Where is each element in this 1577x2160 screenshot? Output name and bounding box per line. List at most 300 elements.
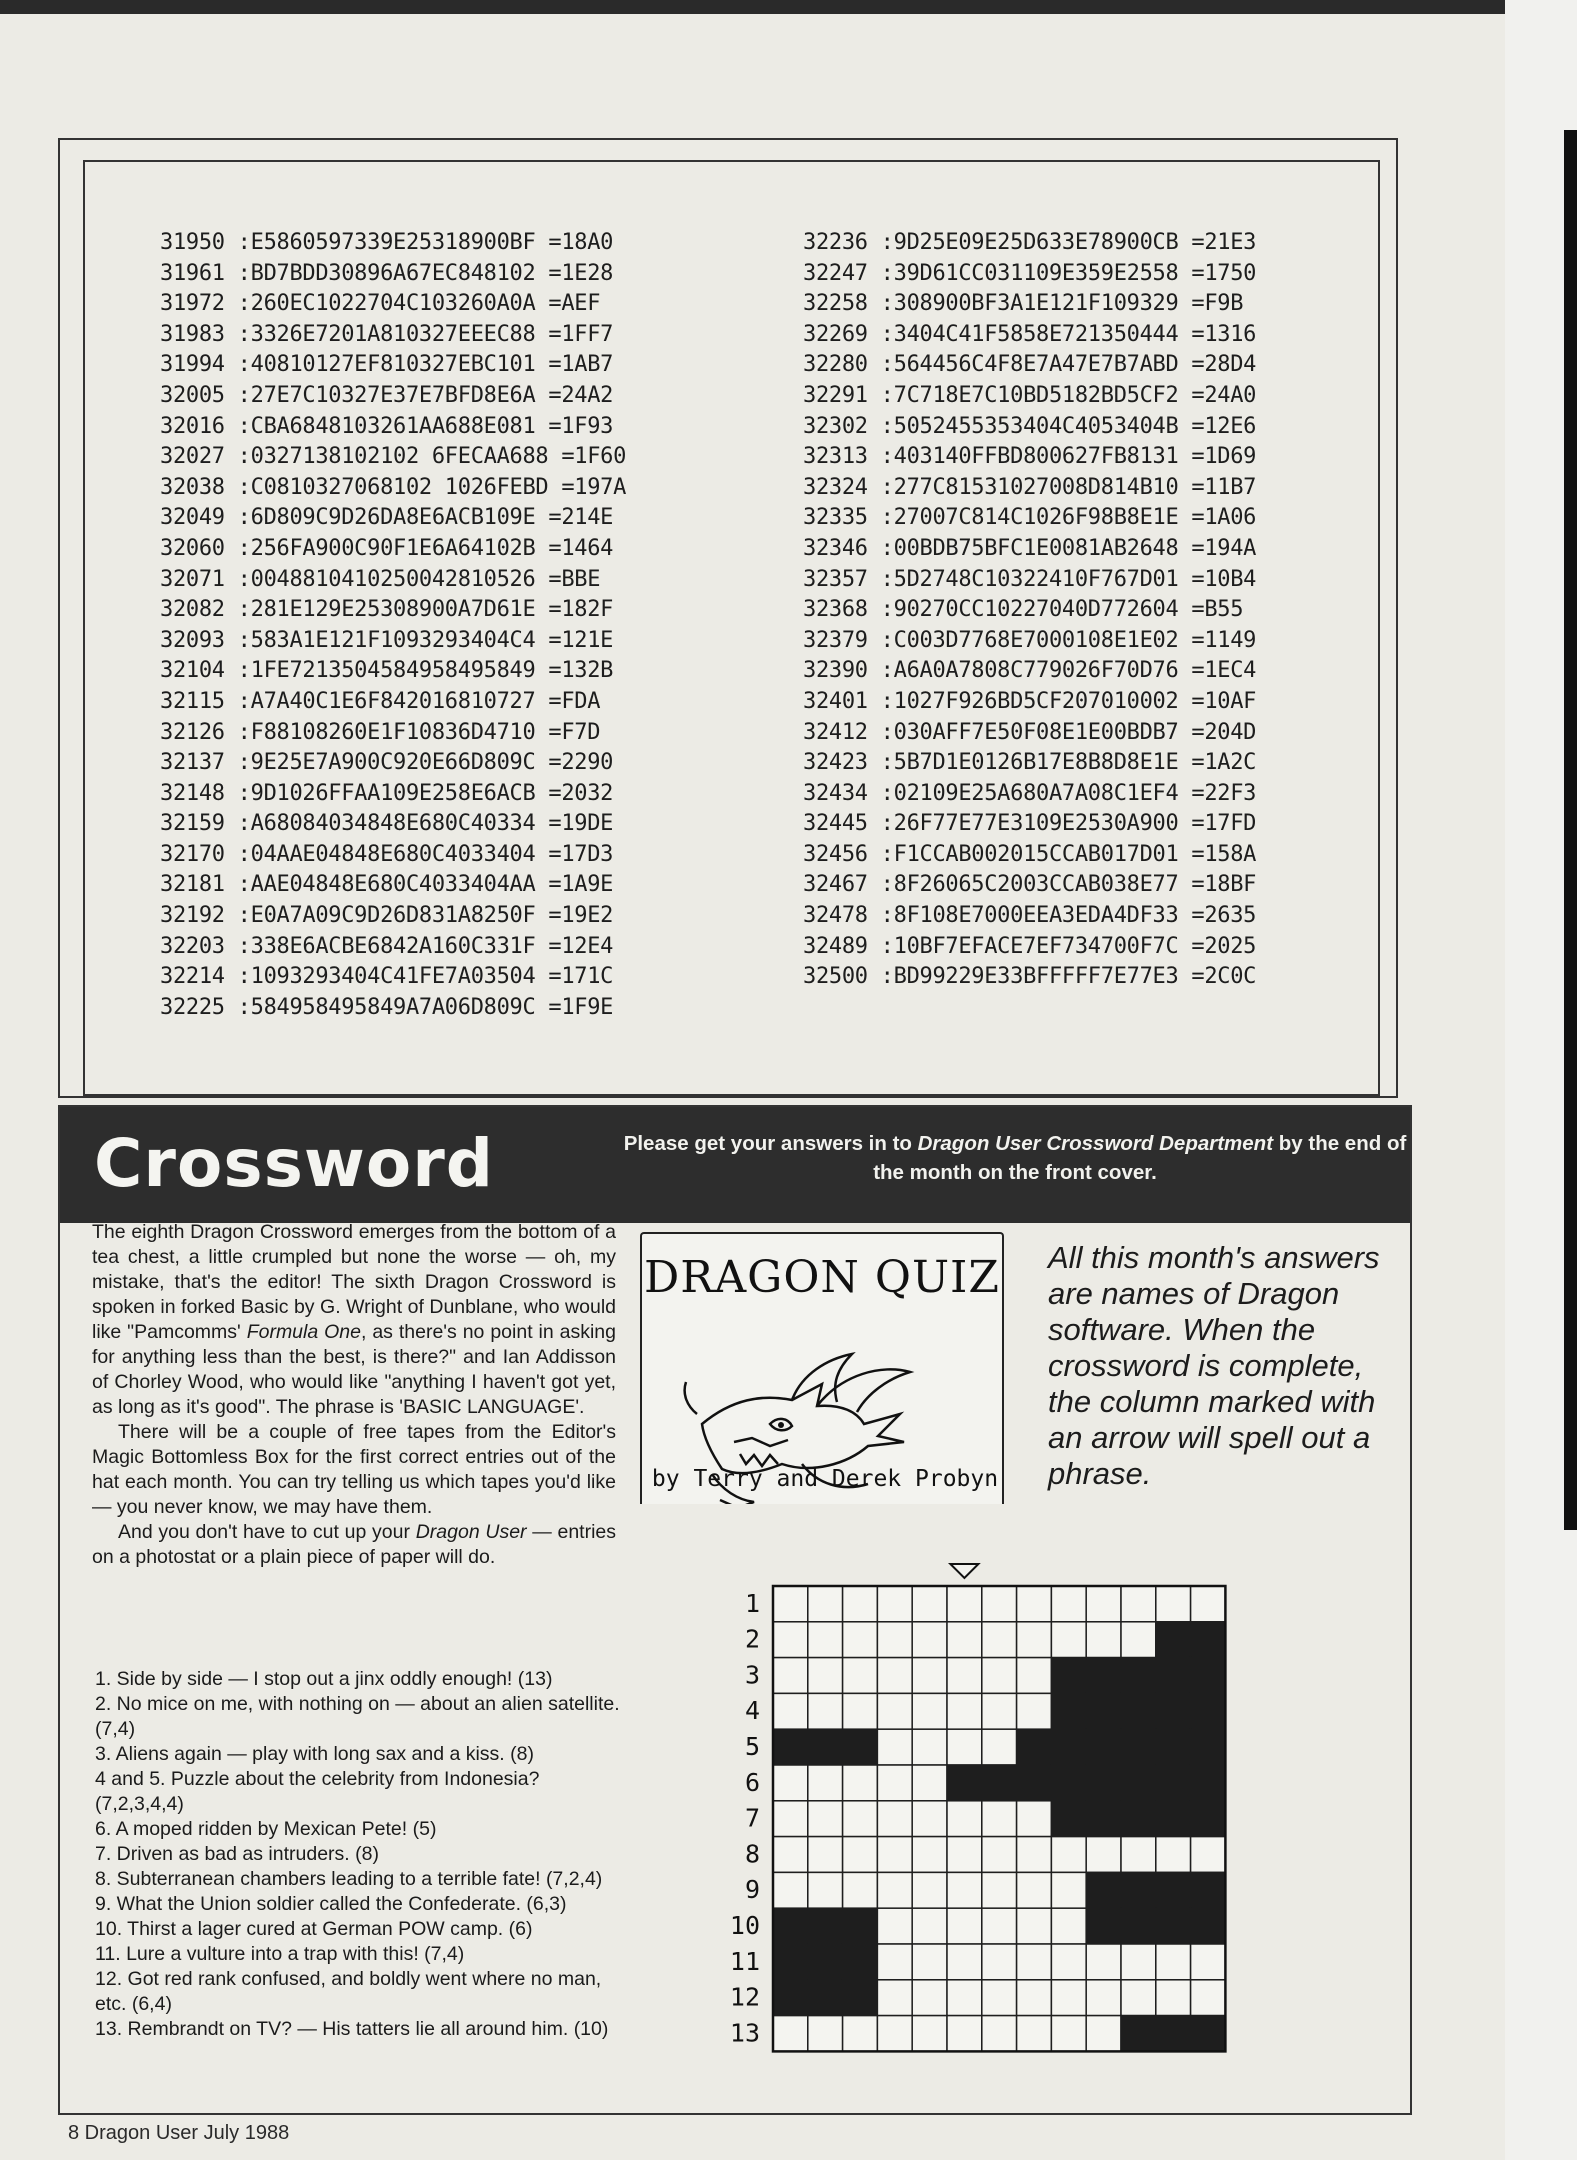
- hex-data: 90270CC10227040D772604: [893, 597, 1179, 623]
- hex-data: 281E129E25308900A7D61E: [250, 597, 536, 623]
- checksum: =BBE: [548, 566, 601, 592]
- grid-cell[interactable]: [1051, 1622, 1086, 1658]
- checksum: =28D4: [1191, 352, 1257, 378]
- hex-data: E0A7A09C9D26D831A8250F: [250, 903, 536, 929]
- grid-cell[interactable]: [1086, 1586, 1121, 1622]
- line-number: 32236: [803, 230, 868, 255]
- grid-cell[interactable]: [982, 1729, 1017, 1765]
- grid-cell[interactable]: [877, 1693, 912, 1729]
- grid-cell[interactable]: [1191, 1980, 1226, 2016]
- listing-line: 32093 :583A1E121F1093293404C4 =121E: [160, 627, 614, 653]
- grid-block: [843, 1908, 878, 1944]
- grid-block: [1121, 1801, 1156, 1837]
- hex-data: BD7BDD30896A67EC848102: [250, 260, 536, 286]
- listing-line: 31950 :E5860597339E25318900BF =18A0: [160, 230, 614, 255]
- line-number: 32489: [803, 933, 868, 959]
- checksum: =1A2C: [1191, 750, 1257, 776]
- grid-cell[interactable]: [982, 1622, 1017, 1658]
- line-number: 32104: [160, 658, 225, 684]
- checksum: =1D69: [1191, 444, 1257, 470]
- grid-cell[interactable]: [773, 1801, 808, 1837]
- line-number: 31950: [160, 230, 225, 255]
- intro-text: [92, 1220, 616, 1570]
- grid-block: [1156, 1872, 1191, 1908]
- line-number: 32027: [160, 444, 225, 470]
- checksum: =24A2: [548, 382, 614, 408]
- intro-paragraph: There will be a couple of free tapes from the Editor's Magic Bottomless Box for the first correct entries out of the hat each month. You can try telling us which tapes you'd like — you never know, we may have them.: [92, 1421, 616, 1518]
- listing-line: 32368 :90270CC10227040D772604 =B55: [803, 597, 1244, 623]
- hex-data: C0810327068102 1026FEBD: [250, 474, 549, 500]
- checksum: =1464: [548, 535, 614, 561]
- checksum: =FDA: [548, 688, 601, 714]
- grid-cell[interactable]: [773, 1872, 808, 1908]
- grid-cell[interactable]: [843, 1837, 878, 1873]
- checksum: =1149: [1191, 627, 1257, 653]
- grid-cell[interactable]: [1017, 2016, 1052, 2052]
- grid-cell[interactable]: [877, 1586, 912, 1622]
- grid-cell[interactable]: [877, 1944, 912, 1980]
- intro-paragraph: And you don't have to cut up your Dragon User — entries on a photostat or a plain piece of paper will do.: [92, 1521, 616, 1568]
- grid-cell[interactable]: [1191, 1837, 1226, 1873]
- grid-block: [1191, 1908, 1226, 1944]
- grid-block: [1086, 1729, 1121, 1765]
- grid-cell[interactable]: [1156, 1980, 1191, 2016]
- grid-cell[interactable]: [1191, 1944, 1226, 1980]
- line-number: 32247: [803, 260, 868, 286]
- grid-cell[interactable]: [1017, 1658, 1052, 1694]
- hex-data: 5B7D1E0126B17E8B8D8E1E: [893, 750, 1179, 776]
- submission-note: Please get your answers in to Dragon User Crossword Department by the end of the month on the front cover.: [623, 1132, 1407, 1184]
- line-number: 32093: [160, 627, 225, 653]
- grid-cell[interactable]: [1191, 1586, 1226, 1622]
- grid-cell[interactable]: [947, 1944, 982, 1980]
- grid-cell[interactable]: [947, 1801, 982, 1837]
- grid-block: [1156, 1693, 1191, 1729]
- grid-cell[interactable]: [773, 1658, 808, 1694]
- grid-block: [1086, 1908, 1121, 1944]
- listing-line: 32060 :256FA900C90F1E6A64102B =1464: [160, 535, 614, 561]
- listing-line: 32115 :A7A40C1E6F842016810727 =FDA: [160, 688, 601, 714]
- grid-cell[interactable]: [982, 1837, 1017, 1873]
- listing-line: 32137 :9E25E7A900C920E66D809C =2290: [160, 750, 614, 776]
- grid-cell[interactable]: [773, 1765, 808, 1801]
- grid-cell[interactable]: [1086, 1944, 1121, 1980]
- line-number: 32203: [160, 933, 225, 959]
- grid-cell[interactable]: [947, 1908, 982, 1944]
- listing-line: 32016 :CBA6848103261AA688E081 =1F93: [160, 413, 614, 439]
- grid-block: [1156, 1658, 1191, 1694]
- listing-line: 32478 :8F108E7000EEA3EDA4DF33 =2635: [803, 903, 1257, 929]
- checksum: =1F9E: [548, 994, 614, 1020]
- grid-cell[interactable]: [947, 2016, 982, 2052]
- hex-data: 3404C41F5858E721350444: [893, 321, 1179, 347]
- grid-cell[interactable]: [877, 1908, 912, 1944]
- quiz-byline: by Terry and Derek Probyn: [651, 1466, 999, 1492]
- clue: 3. Aliens again — play with long sax and a kiss. (8): [95, 1743, 534, 1765]
- grid-cell[interactable]: [773, 1586, 808, 1622]
- line-number: 32478: [803, 903, 868, 929]
- grid-cell[interactable]: [912, 1586, 947, 1622]
- grid-cell[interactable]: [1051, 1908, 1086, 1944]
- listing-line: 32489 :10BF7EFACE7EF734700F7C =2025: [803, 933, 1257, 959]
- grid-cell[interactable]: [912, 1837, 947, 1873]
- hex-data: 7C718E7C10BD5182BD5CF2: [893, 382, 1179, 408]
- hex-data: BD99229E33BFFFFF7E77E3: [893, 964, 1179, 990]
- grid-cell[interactable]: [1051, 1944, 1086, 1980]
- grid-block: [808, 1980, 843, 2016]
- checksum: =17FD: [1191, 811, 1257, 837]
- section-title: Crossword: [94, 1125, 495, 1202]
- grid-block: [1051, 1729, 1086, 1765]
- line-number: 32412: [803, 719, 868, 745]
- line-number: 32049: [160, 505, 225, 531]
- clue: 6. A moped ridden by Mexican Pete! (5): [95, 1818, 437, 1840]
- hex-data: 3326E7201A810327EEEC88: [250, 321, 536, 347]
- grid-cell[interactable]: [877, 2016, 912, 2052]
- grid-cell[interactable]: [912, 1693, 947, 1729]
- hex-data: 1027F926BD5CF207010002: [893, 688, 1179, 714]
- grid-cell[interactable]: [947, 1837, 982, 1873]
- grid-cell[interactable]: [1051, 2016, 1086, 2052]
- listing-line: 32159 :A68084034848E680C40334 =19DE: [160, 811, 614, 837]
- grid-cell[interactable]: [982, 1980, 1017, 2016]
- crossword-banner: [60, 1107, 1410, 1223]
- hex-data: 8F108E7000EEA3EDA4DF33: [893, 903, 1179, 929]
- grid-cell[interactable]: [1017, 1908, 1052, 1944]
- grid-block: [1191, 1658, 1226, 1694]
- grid-cell[interactable]: [843, 1872, 878, 1908]
- grid-cell[interactable]: [1086, 1837, 1121, 1873]
- grid-cell[interactable]: [1051, 1586, 1086, 1622]
- checksum: =1316: [1191, 321, 1257, 347]
- listing-line: 32071 :0048810410250042810526 =BBE: [160, 566, 601, 592]
- grid-cell[interactable]: [877, 1980, 912, 2016]
- line-number: 32148: [160, 780, 225, 806]
- listing-line: 32104 :1FE7213504584958495849 =132B: [160, 658, 614, 684]
- hex-data: A7A40C1E6F842016810727: [250, 688, 536, 714]
- grid-cell[interactable]: [808, 1658, 843, 1694]
- line-number: 32016: [160, 413, 225, 439]
- grid-cell[interactable]: [1017, 1801, 1052, 1837]
- dragon-quiz-logo: [640, 1232, 1004, 1504]
- grid-cell[interactable]: [808, 1693, 843, 1729]
- line-number: 32126: [160, 719, 225, 745]
- grid-cell[interactable]: [982, 1586, 1017, 1622]
- grid-cell[interactable]: [912, 1872, 947, 1908]
- grid-cell[interactable]: [947, 1693, 982, 1729]
- listing-line: 32467 :8F26065C2003CCAB038E77 =18BF: [803, 872, 1257, 898]
- listing-line: 32049 :6D809C9D26DA8E6ACB109E =214E: [160, 505, 614, 531]
- listing-line: 32148 :9D1026FFAA109E258E6ACB =2032: [160, 780, 614, 806]
- listing-column-right: [803, 228, 1256, 993]
- grid-cell[interactable]: [1156, 1837, 1191, 1873]
- line-number: 31961: [160, 260, 225, 286]
- grid-block: [808, 1729, 843, 1765]
- grid-cell[interactable]: [1086, 1980, 1121, 2016]
- listing-line: 32247 :39D61CC031109E359E2558 =1750: [803, 260, 1257, 286]
- line-number: 32346: [803, 535, 868, 561]
- grid-block: [1051, 1693, 1086, 1729]
- line-number: 31983: [160, 321, 225, 347]
- grid-block: [1156, 1729, 1191, 1765]
- checksum: =AEF: [548, 291, 601, 317]
- clue: 4 and 5. Puzzle about the celebrity from Indonesia? (7,2,3,4,4): [95, 1768, 540, 1815]
- checksum: =18A0: [548, 230, 614, 255]
- grid-cell[interactable]: [912, 1729, 947, 1765]
- grid-block: [1121, 1765, 1156, 1801]
- line-number: 31972: [160, 291, 225, 317]
- hex-data: 260EC1022704C103260A0A: [250, 291, 536, 317]
- grid-cell[interactable]: [912, 2016, 947, 2052]
- grid-cell[interactable]: [912, 1658, 947, 1694]
- listing-line: 32170 :04AAE04848E680C4033404 =17D3: [160, 841, 614, 867]
- grid-cell[interactable]: [947, 1980, 982, 2016]
- grid-cell[interactable]: [808, 1837, 843, 1873]
- grid-cell[interactable]: [808, 1872, 843, 1908]
- grid-cell[interactable]: [982, 1872, 1017, 1908]
- grid-cell[interactable]: [1017, 1693, 1052, 1729]
- listing-line: 32379 :C003D7768E7000108E1E02 =1149: [803, 627, 1257, 653]
- grid-cell[interactable]: [947, 1586, 982, 1622]
- listing-line: 31961 :BD7BDD30896A67EC848102 =1E28: [160, 260, 614, 286]
- listing-line: 32423 :5B7D1E0126B17E8B8D8E1E =1A2C: [803, 750, 1257, 776]
- line-number: 32357: [803, 566, 868, 592]
- hex-data: A6A0A7808C779026F70D76: [893, 658, 1179, 684]
- line-number: 32324: [803, 474, 868, 500]
- listing-line: 32357 :5D2748C10322410F767D01 =10B4: [803, 566, 1257, 592]
- grid-block: [1086, 1765, 1121, 1801]
- line-number: 31994: [160, 352, 225, 378]
- grid-cell[interactable]: [982, 1944, 1017, 1980]
- grid-cell[interactable]: [912, 1908, 947, 1944]
- grid-block: [843, 1980, 878, 2016]
- grid-cell[interactable]: [1017, 1980, 1052, 2016]
- line-number: 32115: [160, 688, 225, 714]
- grid-cell[interactable]: [843, 2016, 878, 2052]
- hex-data: 27E7C10327E37E7BFD8E6A: [250, 382, 536, 408]
- grid-cell[interactable]: [1017, 1586, 1052, 1622]
- grid-cell[interactable]: [773, 2016, 808, 2052]
- line-number: 32258: [803, 291, 868, 317]
- line-number: 32456: [803, 841, 868, 867]
- grid-cell[interactable]: [1121, 1586, 1156, 1622]
- clue: 7. Driven as bad as intruders. (8): [95, 1843, 379, 1865]
- grid-cell[interactable]: [982, 1658, 1017, 1694]
- hex-data: 403140FFBD800627FB8131: [893, 444, 1179, 470]
- checksum: =12E6: [1191, 413, 1257, 439]
- checksum: =11B7: [1191, 474, 1257, 500]
- listing-line: 32269 :3404C41F5858E721350444 =1316: [803, 321, 1257, 347]
- grid-cell[interactable]: [843, 1765, 878, 1801]
- checksum: =1E28: [548, 260, 614, 286]
- grid-cell[interactable]: [843, 1693, 878, 1729]
- line-number: 32302: [803, 413, 868, 439]
- line-number: 32390: [803, 658, 868, 684]
- line-number: 32192: [160, 903, 225, 929]
- arrow-marker-icon: [950, 1564, 978, 1578]
- grid-cell[interactable]: [808, 1765, 843, 1801]
- hex-data: 27007C814C1026F98B8E1E: [893, 505, 1179, 531]
- clue: 8. Subterranean chambers leading to a terrible fate! (7,2,4): [95, 1868, 603, 1890]
- grid-cell[interactable]: [1017, 1837, 1052, 1873]
- grid-cell[interactable]: [912, 1801, 947, 1837]
- listing-line: 32291 :7C718E7C10BD5182BD5CF2 =24A0: [803, 382, 1257, 408]
- grid-cell[interactable]: [1121, 1980, 1156, 2016]
- grid-cell[interactable]: [877, 1729, 912, 1765]
- hex-data: 308900BF3A1E121F109329: [893, 291, 1179, 317]
- grid-cell[interactable]: [843, 1658, 878, 1694]
- clue: 11. Lure a vulture into a trap with this! (7,4): [95, 1943, 465, 1965]
- checksum: =F9B: [1191, 291, 1244, 317]
- checksum: =1FF7: [548, 321, 614, 347]
- clue: 12. Got red rank confused, and boldly went where no man, etc. (6,4): [95, 1968, 602, 2015]
- grid-cell[interactable]: [1051, 1872, 1086, 1908]
- hex-data: 40810127EF810327EBC101: [250, 352, 536, 378]
- grid-block: [1086, 1658, 1121, 1694]
- hex-data: CBA6848103261AA688E081: [250, 413, 536, 439]
- grid-cell[interactable]: [1121, 1622, 1156, 1658]
- grid-block: [1191, 1693, 1226, 1729]
- grid-cell[interactable]: [843, 1801, 878, 1837]
- grid-cell[interactable]: [982, 1801, 1017, 1837]
- grid-cell[interactable]: [912, 1765, 947, 1801]
- listing-line: 32236 :9D25E09E25D633E78900CB =21E3: [803, 230, 1257, 255]
- grid-cell[interactable]: [912, 1944, 947, 1980]
- checksum: =10B4: [1191, 566, 1257, 592]
- grid-cell[interactable]: [773, 1837, 808, 1873]
- line-number: 32005: [160, 382, 225, 408]
- hex-data: 5052455353404C4053404B: [893, 413, 1179, 439]
- listing-line: 32280 :564456C4F8E7A47E7B7ABD =28D4: [803, 352, 1257, 378]
- checksum: =2635: [1191, 903, 1257, 929]
- grid-cell[interactable]: [808, 1586, 843, 1622]
- grid-cell[interactable]: [808, 2016, 843, 2052]
- checksum: =B55: [1191, 597, 1244, 623]
- grid-cell[interactable]: [1121, 1944, 1156, 1980]
- hex-data: 04AAE04848E680C4033404: [250, 841, 536, 867]
- listing-line: 32434 :02109E25A680A7A08C1EF4 =22F3: [803, 780, 1257, 806]
- line-number: 32060: [160, 535, 225, 561]
- hex-data: 02109E25A680A7A08C1EF4: [893, 780, 1179, 806]
- hex-data: C003D7768E7000108E1E02: [893, 627, 1179, 653]
- grid-cell[interactable]: [947, 1872, 982, 1908]
- grid-cell[interactable]: [808, 1622, 843, 1658]
- line-number: 32434: [803, 780, 868, 806]
- grid-cell[interactable]: [1086, 2016, 1121, 2052]
- grid-cell[interactable]: [982, 1693, 1017, 1729]
- grid-cell[interactable]: [1017, 1944, 1052, 1980]
- grid-cell[interactable]: [982, 1908, 1017, 1944]
- checksum: =1EC4: [1191, 658, 1257, 684]
- grid-block: [843, 1729, 878, 1765]
- grid-cell[interactable]: [1156, 1944, 1191, 1980]
- line-number: 32423: [803, 750, 868, 776]
- dragon-eye-icon: [778, 1422, 784, 1428]
- grid-cell[interactable]: [773, 1693, 808, 1729]
- grid-cell[interactable]: [843, 1586, 878, 1622]
- grid-cell[interactable]: [877, 1801, 912, 1837]
- listing-line: 32038 :C0810327068102 1026FEBD =197A: [160, 474, 627, 500]
- listing-line: 32313 :403140FFBD800627FB8131 =1D69: [803, 444, 1257, 470]
- grid-cell[interactable]: [808, 1801, 843, 1837]
- listing-line: 32126 :F88108260E1F10836D4710 =F7D: [160, 719, 601, 745]
- grid-block: [773, 1944, 808, 1980]
- grid-cell[interactable]: [1051, 1980, 1086, 2016]
- scan-top-edge: [0, 0, 1505, 14]
- grid-cell[interactable]: [877, 1622, 912, 1658]
- line-number: 32291: [803, 382, 868, 408]
- grid-block: [808, 1944, 843, 1980]
- checksum: =171C: [548, 964, 614, 990]
- grid-cell[interactable]: [1121, 1837, 1156, 1873]
- hex-data: 39D61CC031109E359E2558: [893, 260, 1179, 286]
- grid-cell[interactable]: [1086, 1622, 1121, 1658]
- line-number: 32170: [160, 841, 225, 867]
- hex-data: 5D2748C10322410F767D01: [893, 566, 1179, 592]
- grid-cell[interactable]: [877, 1872, 912, 1908]
- hex-data: 8F26065C2003CCAB038E77: [893, 872, 1179, 898]
- grid-cell[interactable]: [1156, 1586, 1191, 1622]
- checksum: =19DE: [548, 811, 614, 837]
- grid-cell[interactable]: [1017, 1622, 1052, 1658]
- grid-cell[interactable]: [1017, 1872, 1052, 1908]
- row-label: 4: [744, 1696, 760, 1726]
- grid-cell[interactable]: [877, 1658, 912, 1694]
- grid-cell[interactable]: [947, 1729, 982, 1765]
- grid-cell[interactable]: [877, 1765, 912, 1801]
- grid-block: [1086, 1801, 1121, 1837]
- line-number: 32313: [803, 444, 868, 470]
- listing-line: 32401 :1027F926BD5CF207010002 =10AF: [803, 688, 1257, 714]
- listing-line: 32346 :00BDB75BFC1E0081AB2648 =194A: [803, 535, 1257, 561]
- listing-line: 32203 :338E6ACBE6842A160C331F =12E4: [160, 933, 614, 959]
- grid-block: [1121, 1658, 1156, 1694]
- listing-line: 32181 :AAE04848E680C4033404AA =1A9E: [160, 872, 614, 898]
- grid-cell[interactable]: [912, 1622, 947, 1658]
- grid-block: [1156, 1765, 1191, 1801]
- grid-cell[interactable]: [877, 1837, 912, 1873]
- grid-cell[interactable]: [947, 1622, 982, 1658]
- clue-list: [95, 1667, 625, 2042]
- grid-cell[interactable]: [773, 1622, 808, 1658]
- row-label: 5: [744, 1731, 760, 1761]
- row-label: 9: [744, 1875, 760, 1905]
- grid-block: [773, 1908, 808, 1944]
- checksum: =132B: [548, 658, 614, 684]
- listing-line: 32258 :308900BF3A1E121F109329 =F9B: [803, 291, 1244, 317]
- grid-block: [1156, 1908, 1191, 1944]
- line-number: 32181: [160, 872, 225, 898]
- grid-cell[interactable]: [843, 1622, 878, 1658]
- grid-cell[interactable]: [912, 1980, 947, 2016]
- grid-block: [1191, 1765, 1226, 1801]
- clue: 1. Side by side — I stop out a jinx oddly enough! (13): [95, 1668, 553, 1690]
- checksum: =2032: [548, 780, 614, 806]
- grid-block: [1121, 1908, 1156, 1944]
- grid-cell[interactable]: [982, 2016, 1017, 2052]
- checksum: =24A0: [1191, 382, 1257, 408]
- line-number: 32445: [803, 811, 868, 837]
- grid-cell[interactable]: [947, 1658, 982, 1694]
- line-number: 32159: [160, 811, 225, 837]
- line-number: 32335: [803, 505, 868, 531]
- grid-block: [773, 1980, 808, 2016]
- checksum: =194A: [1191, 535, 1257, 561]
- grid-block: [1156, 2016, 1191, 2052]
- grid-cell[interactable]: [1051, 1837, 1086, 1873]
- row-label: 3: [744, 1660, 760, 1690]
- hex-data: 9D25E09E25D633E78900CB: [893, 230, 1179, 255]
